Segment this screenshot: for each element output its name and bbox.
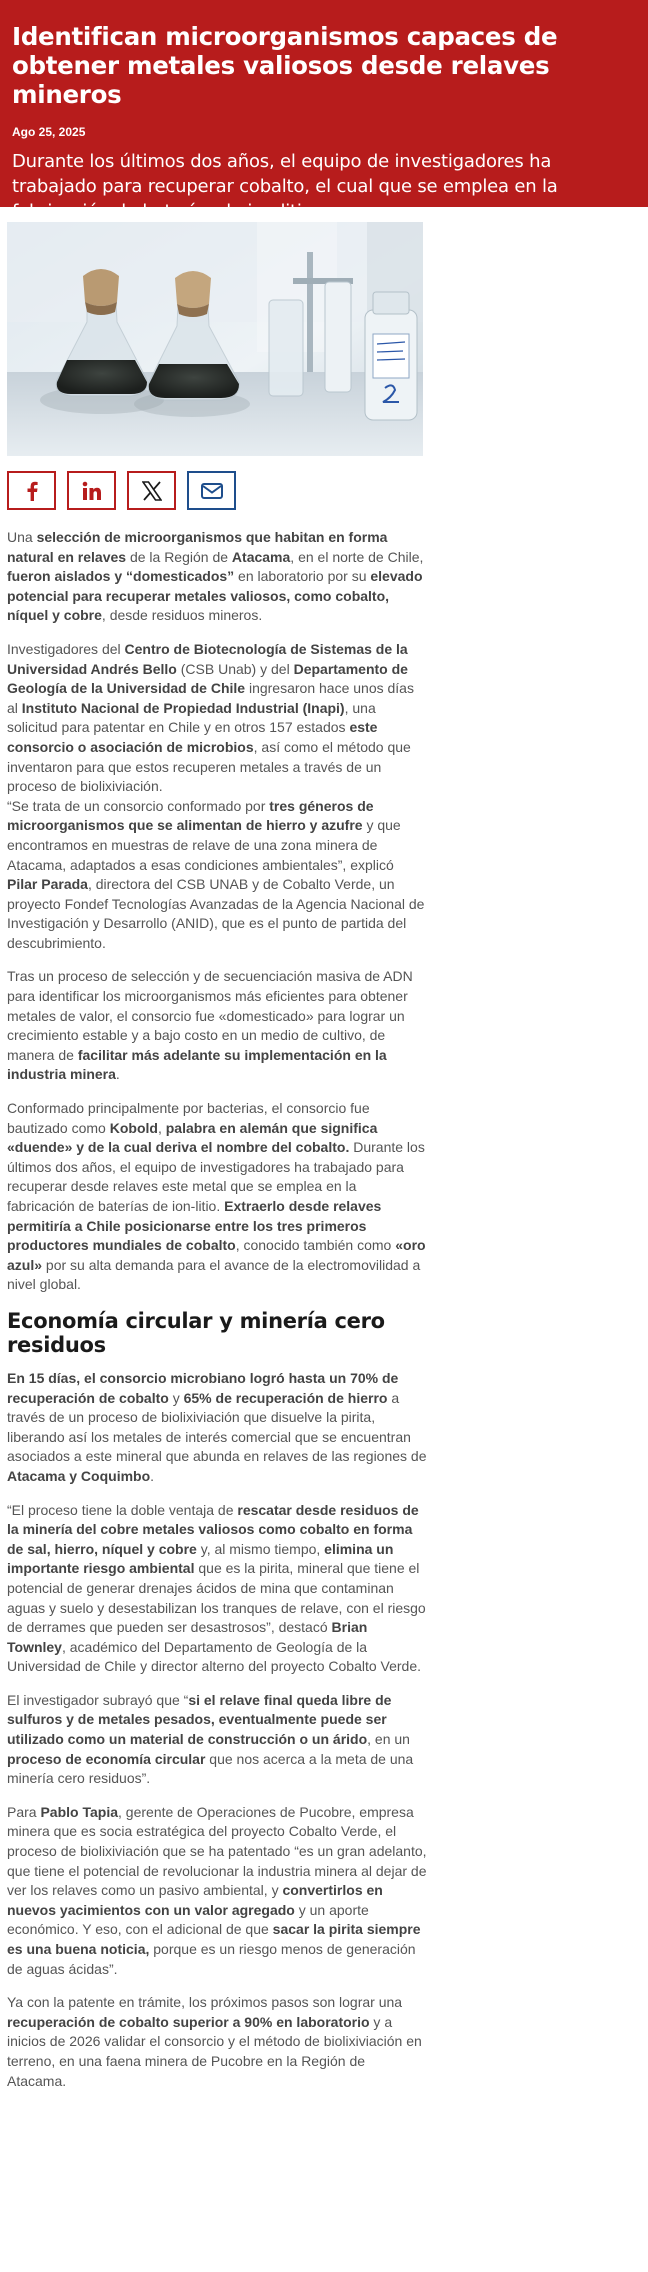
paragraph-8: El investigador subrayó que “si el relave final queda libre de sulfuros y de metales pesados, eventualmente puede ser utilizado como un material de construcción o un árido, en un proceso de economía circular que nos acerca a la meta de una minería cero residuos”.	[7, 1691, 414, 1787]
share-linkedin-button[interactable]	[67, 471, 116, 510]
mail-icon	[201, 483, 223, 499]
article-header	[0, 0, 648, 222]
linkedin-icon	[82, 481, 102, 501]
share-email-button[interactable]	[187, 471, 236, 510]
paragraph-9: Para Pablo Tapia, gerente de Operaciones de Pucobre, empresa minera que es socia estratégica del proyecto Cobalto Verde, el proceso de biolixiviación que se ha patentado “es un gran adelanto, que tiene el potencial de revolucionar la industria minera al dejar de ver los relaves como un pasivo ambiental, y convertirlos en nuevos yacimientos con un valor agregado y un aporte económico. Y eso, con el adicional de que sacar la pirita siempre es una buena noticia, porque es un riesgo menos de generación de aguas ácidas”.	[7, 1803, 427, 1977]
paragraph-7: “El proceso tiene la doble ventaja de rescatar desde residuos de la minería del cobre metales valiosos como cobalto en forma de sal, hierro, níquel y cobre y, al mismo tiempo, elimina un importante riesgo ambiental que es la pirita, mineral que tiene el potencial de generar drenajes ácidos de mina que contaminan aguas y suelo y desestabilizan los tranques de relave, con el riesgo de derrames que pueden ser desastrosos”, destacó Brian Townley, académico del Departamento de Geología de la Universidad de Chile y director alterno del proyecto Cobalto Verde.	[7, 1501, 426, 1675]
share-facebook-button[interactable]	[7, 471, 56, 510]
section-heading: Economía circular y minería cero residuos	[7, 1308, 385, 1357]
paragraph-2: Investigadores del Centro de Biotecnología de Sistemas de la Universidad Andrés Bello (CSB Unab) y del Departamento de Geología de la Universidad de Chile ingresaron hace unos días al Instituto Nacional de Propiedad Industrial (Inapi), una solicitud para patentar en Chile y en otros 157 estados este consorcio o asociación de microbios, así como el método que inventaron para que estos recuperen metales a través de un proceso de biolixiviación.	[7, 640, 414, 795]
paragraph-10: Ya con la patente en trámite, los próximos pasos son lograr una recuperación de cobalto superior a 90% en laboratorio y a inicios de 2026 validar el consorcio y el método de biolixiviación en terreno, en una faena minera de Pucobre en la Región de Atacama.	[7, 1994, 422, 2089]
facebook-icon	[24, 481, 40, 501]
publish-date: Ago 25, 2025	[12, 125, 86, 139]
share-x-button[interactable]	[127, 471, 176, 510]
article-title: Identifican microorganismos capaces de obtener metales valiosos desde relaves mineros	[12, 22, 558, 109]
paragraph-1: Una selección de microorganismos que habitan en forma natural en relaves de la Región de Atacama, en el norte de Chile, fueron aislados y “domesticados” en laboratorio por su elevado potencial para recuperar metales valiosos, como cobalto, níquel y cobre, desde residuos mineros.	[7, 529, 424, 624]
share-bar	[7, 471, 236, 510]
article-lead: Durante los últimos dos años, el equipo de investigadores ha trabajado para recuperar cobalto, el cual que se emplea en la fabricación de baterías de ion-litio.	[12, 151, 558, 222]
x-icon	[142, 481, 162, 501]
paragraph-5: Conformado principalmente por bacterias, el consorcio fue bautizado como Kobold, palabra en alemán que significa «duende» y de la cual deriva el nombre del cobalto. Durante los últimos dos años, el equipo de investigadores ha trabajado para recuperar desde relaves este metal que se emplea en la fabricación de baterías de ion-litio. Extraerlo desde relaves permitiría a Chile posicionarse entre los tres primeros productores mundiales de cobalto, conocido también como «oro azul» por su alta demanda para el avance de la electromovilidad a nivel global.	[7, 1100, 426, 1293]
article-photo	[7, 222, 423, 456]
paragraph-4: Tras un proceso de selección y de secuenciación masiva de ADN para identificar los microorganismos más eficientes para obtener metales de valor, el consorcio fue «domesticado» para lograr un crecimiento estable y a bajo costo en un medio de cultivo, de manera de facilitar más adelante su implementación en la industria minera.	[7, 968, 413, 1083]
paragraph-6: En 15 días, el consorcio microbiano logró hasta un 70% de recuperación de cobalto y 65% de recuperación de hierro a través de un proceso de biolixiviación que disuelve la pirita, liberando así los metales de interés comercial que se encuentran asociados a este mineral que abunda en relaves de las regiones de Atacama y Coquimbo.	[7, 1369, 427, 1484]
article-body	[7, 528, 427, 2105]
lab-flasks-photo	[7, 222, 423, 456]
paragraph-3: “Se trata de un consorcio conformado por tres géneros de microorganismos que se alimentan de hierro y azufre y que encontramos en muestras de relave de una zona minera de Atacama, adaptados a esas condiciones ambientales”, explicó Pilar Parada, directora del CSB UNAB y de Cobalto Verde, un proyecto Fondef Tecnologías Avanzadas de la Agencia Nacional de Investigación y Desarrollo (ANID), que es el punto de partida del descubrimiento.	[7, 797, 425, 951]
